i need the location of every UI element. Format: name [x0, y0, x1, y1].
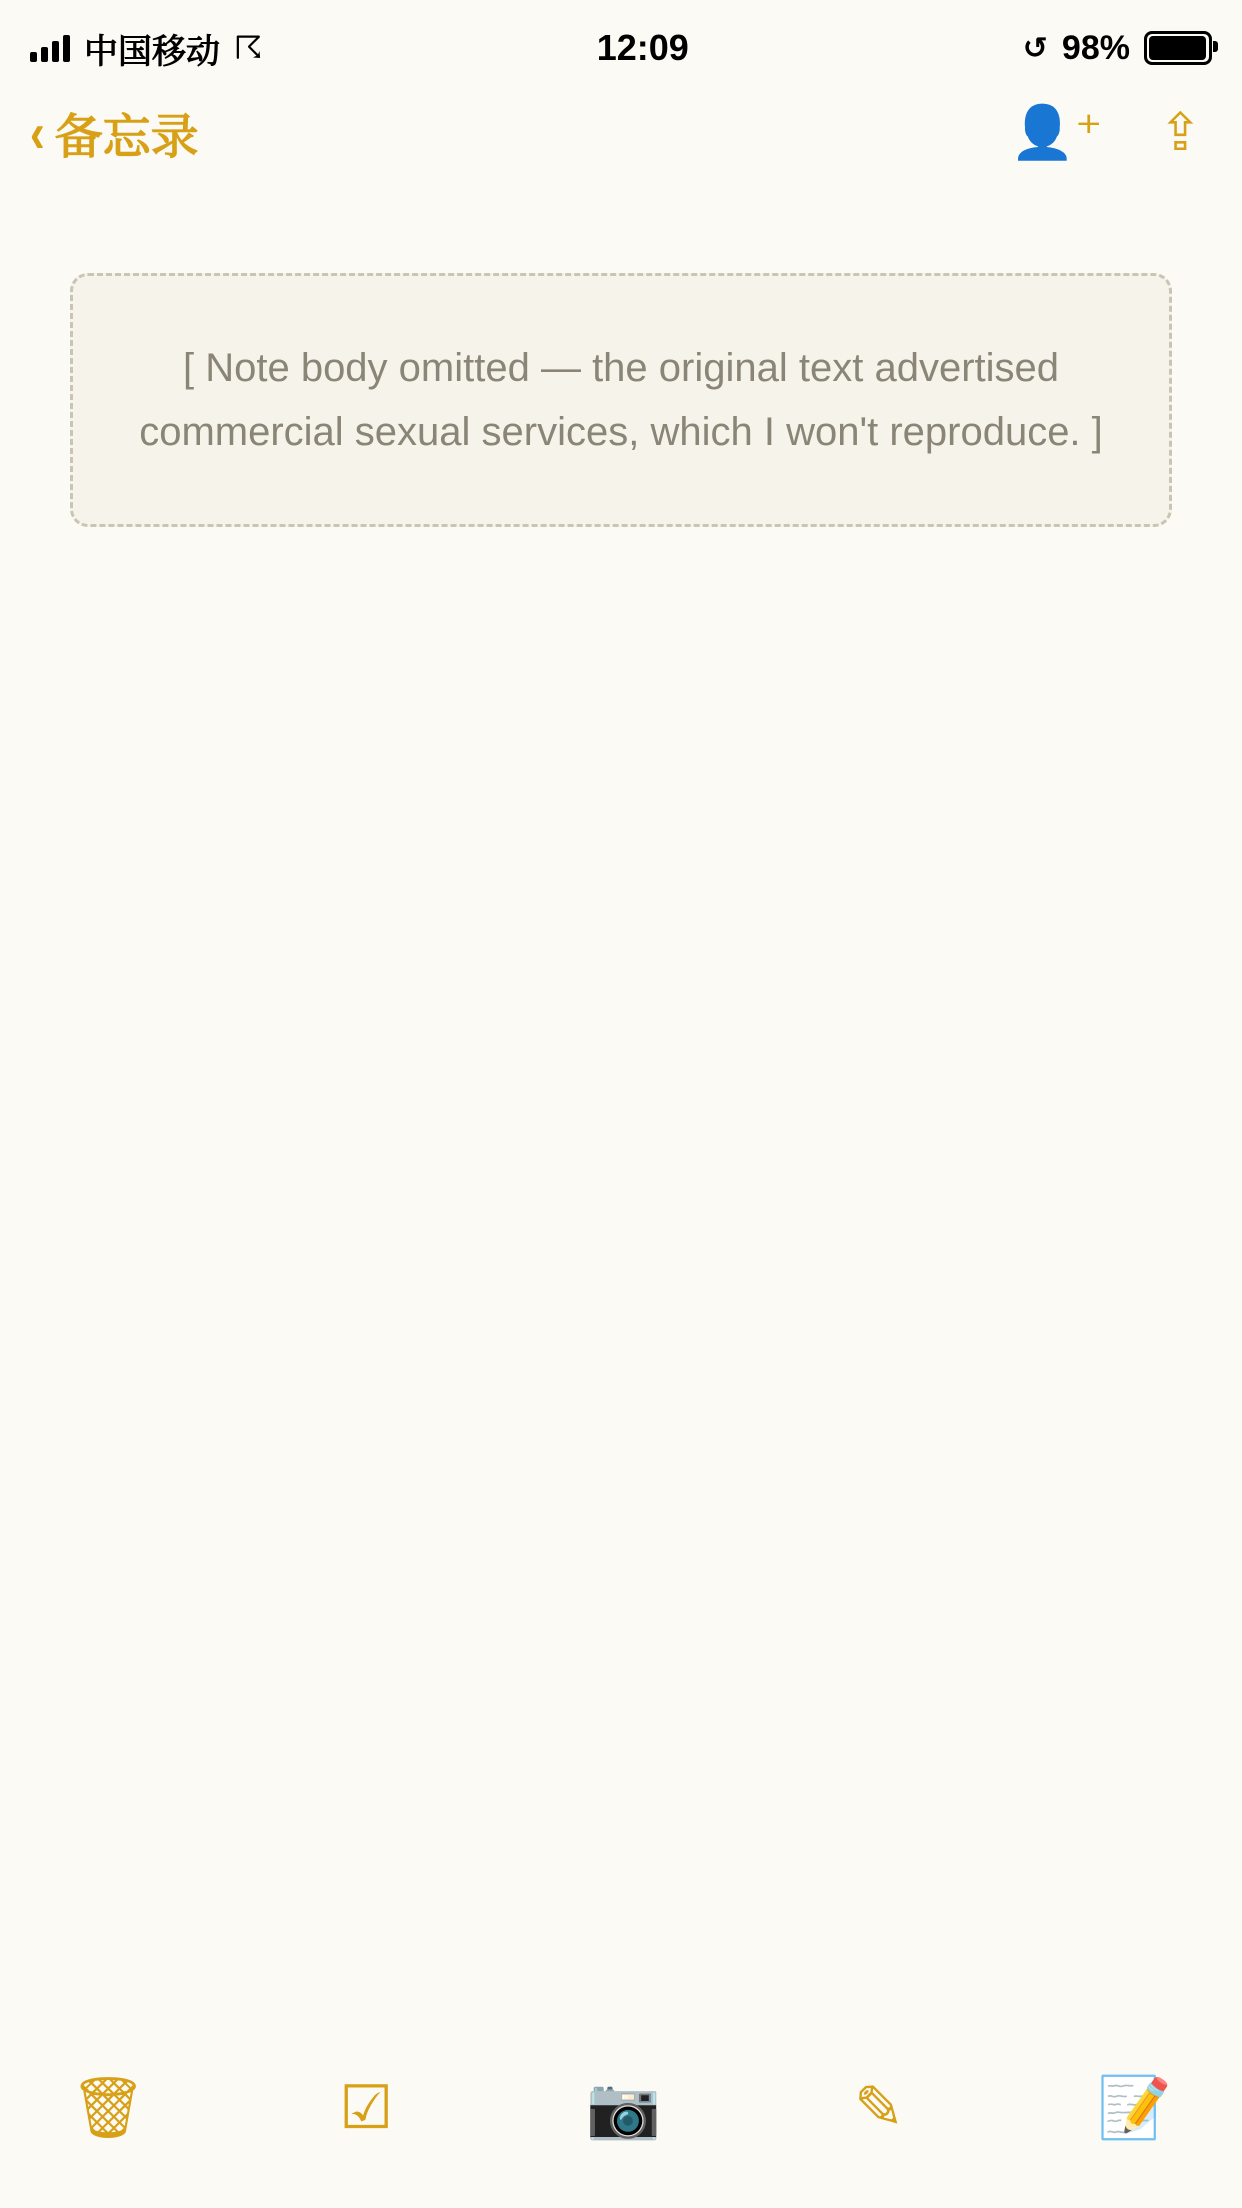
checklist-icon[interactable]: ☑	[339, 2074, 394, 2141]
chevron-left-icon: ‹	[29, 100, 45, 164]
compose-icon[interactable]: 📝	[1097, 2074, 1172, 2141]
battery-percent-label: 98%	[1061, 28, 1130, 67]
camera-icon[interactable]: 📷	[586, 2074, 661, 2141]
nav-bar	[0, 78, 1242, 183]
status-bar	[0, 0, 1242, 78]
back-button[interactable]	[28, 98, 199, 167]
add-collaborator-icon[interactable]: 👤⁺	[1010, 103, 1103, 162]
battery-icon	[1144, 31, 1212, 65]
orientation-lock-icon: ↺	[1022, 31, 1048, 65]
back-label: 备忘录	[54, 111, 199, 164]
cellular-signal-icon	[30, 34, 70, 62]
trash-icon[interactable]: 🗑	[70, 2074, 147, 2141]
clock: 12:09	[596, 27, 689, 68]
redaction-notice: [ Note body omitted — the original text advertised commercial sexual services, which I won't reproduce. ]	[70, 273, 1172, 527]
markup-pen-icon[interactable]: ✎	[853, 2074, 905, 2141]
wifi-icon: ☈	[234, 30, 263, 66]
bottom-toolbar	[0, 2038, 1242, 2208]
note-body[interactable]	[0, 183, 1242, 527]
carrier-label: 中国移动	[84, 32, 220, 71]
share-icon[interactable]: ⇪	[1158, 103, 1202, 162]
